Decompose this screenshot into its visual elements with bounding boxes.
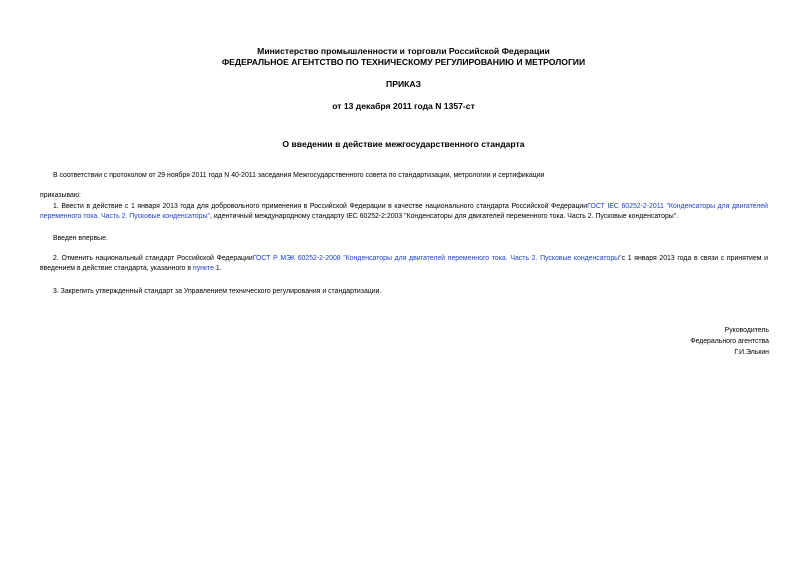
item-1-paragraph: [40, 202, 768, 222]
date-number-heading: от 13 декабря 2011 года N 1357-ст: [332, 101, 475, 111]
document-type-heading: ПРИКАЗ: [386, 79, 421, 89]
subject-heading: О введении в действие межгосударственного стандарта: [282, 139, 525, 149]
ministry-heading: Министерство промышленности и торговли Российской Федерации: [257, 46, 550, 56]
signature-block: [690, 325, 769, 358]
item-1-text: 1. Ввести в действие с 1 января 2013 года для добровольного применения в Российской Федерации в качестве национального стандарта Российской Федерации: [53, 203, 588, 210]
gost-r-iec-60252-2-2008-link[interactable]: ГОСТ Р МЭК 60252-2-2008 "Конденсаторы для двигателей переменного тока. Часть 2. Пусковые конденсаторы": [252, 255, 622, 262]
order-word: приказываю:: [40, 192, 81, 199]
item-2-text-after: 1.: [213, 265, 222, 272]
clause-link[interactable]: пункте: [192, 265, 214, 272]
signatory-title-line-1: Руководитель: [724, 327, 769, 334]
agency-heading: ФЕДЕРАЛЬНОЕ АГЕНТСТВО ПО ТЕХНИЧЕСКОМУ РЕГУЛИРОВАНИЮ И МЕТРОЛОГИИ: [221, 57, 586, 67]
signatory-title-line-2: Федерального агентства: [690, 338, 769, 345]
gost-iec-60252-2-2011-link[interactable]: ГОСТ IEC 60252-2-2011 "Конденсаторы для двигателей переменного тока. Часть 2. Пусковые конденсаторы": [40, 203, 768, 220]
introduced-first-time: Введен впервые.: [53, 235, 108, 242]
intro-paragraph: В соответствии с протоколом от 29 ноября 2011 года N 40-2011 заседания Межгосударственного совета по стандартизации, метрологии и сертификации: [53, 172, 545, 179]
signatory-name: Г.И.Элькин: [734, 349, 769, 356]
item-2-paragraph: [40, 254, 768, 274]
item-2-text-middle: с 1 января 2013 года в связи с принятием и введением в действие стандарта, указанного в: [40, 255, 768, 272]
item-1-text-after: , идентичный международному стандарту IEC 60252-2:2003 "Конденсаторы для двигателей переменного тока. Часть 2. Пусковые конденсаторы".: [210, 213, 679, 220]
item-3-paragraph: 3. Закрепить утвержденный стандарт за Управлением технического регулирования и стандартизации.: [53, 288, 382, 295]
item-2-text: 2. Отменить национальный стандарт Российской Федерации: [53, 255, 253, 262]
